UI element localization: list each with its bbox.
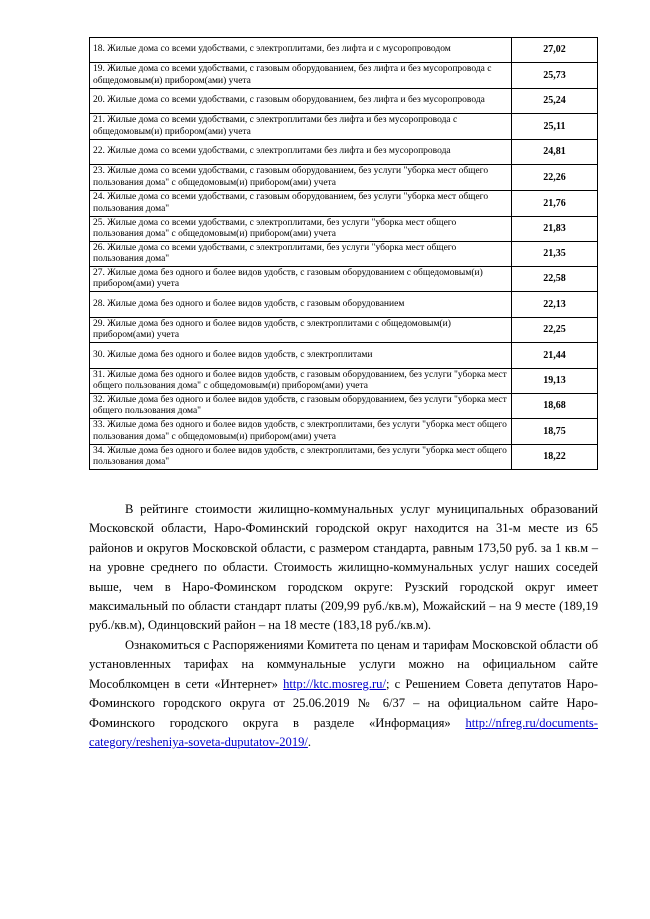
tariff-description: 25. Жилые дома со всеми удобствами, с электроплитами, без услуги "уборка мест общего пользования дома" с общедомовым(и) прибором(ами) учета [90,217,512,242]
tariff-description: 21. Жилые дома со всеми удобствами, с электроплитами без лифта и без мусоропровода с общедомовым(и) прибором(ами) учета [90,114,512,140]
tariff-table-body [90,38,598,470]
tariff-value: 22,58 [512,267,598,292]
info-paragraph-text-1: Ознакомиться с Распоряжениями Комитета по ценам и тарифам Московской области об установленных тарифах на коммунальные услуги можно на официальном сайте Мособлкомцен в сети «Интернет» [89,638,598,691]
tariff-value: 22,13 [512,292,598,318]
tariff-value: 21,44 [512,343,598,369]
table-row [90,217,598,242]
table-row [90,292,598,318]
info-paragraph-text-2: ; с Решением Совета депутатов Наро-Фоминского городского округа от 25.06.2019 № 6/37 – на официальном сайте Наро-Фоминского городского округа в разделе «Информация» [89,676,598,730]
tariff-value: 22,26 [512,165,598,191]
tariff-description: 29. Жилые дома без одного и более видов удобств, с электроплитами с общедомовым(и) прибором(ами) учета [90,318,512,343]
nfreg-documents-link[interactable]: http://nfreg.ru/documents-category/resheniya-soveta-duputatov-2019/ [89,715,598,750]
tariff-value: 18,22 [512,445,598,470]
tariff-description: 34. Жилые дома без одного и более видов удобств, с электроплитами, без услуги "уборка мест общего пользования дома" [90,445,512,470]
tariff-description: 24. Жилые дома со всеми удобствами, с газовым оборудованием, без услуги "уборка мест общего пользования дома" [90,191,512,217]
table-row [90,89,598,114]
table-row [90,191,598,217]
tariff-description: 27. Жилые дома без одного и более видов удобств, с газовым оборудованием с общедомовым(и) прибором(ами) учета [90,267,512,292]
tariff-value: 24,81 [512,140,598,165]
info-paragraph [89,636,598,752]
ktc-mosreg-link[interactable]: http://ktc.mosreg.ru/ [283,676,386,691]
tariff-table [89,37,598,470]
rating-paragraph [89,500,598,636]
table-row [90,394,598,419]
tariff-value: 22,25 [512,318,598,343]
table-row [90,267,598,292]
tariff-description: 30. Жилые дома без одного и более видов удобств, с электроплитами [90,343,512,369]
table-row [90,318,598,343]
table-row [90,343,598,369]
tariff-description: 32. Жилые дома без одного и более видов удобств, с газовым оборудованием, без услуги "уборка мест общего пользования дома" [90,394,512,419]
tariff-value: 21,83 [512,217,598,242]
tariff-description: 31. Жилые дома без одного и более видов удобств, с газовым оборудованием, без услуги "уборка мест общего пользования дома" с общедомовым(и) прибором(ами) учета [90,369,512,394]
tariff-value: 25,11 [512,114,598,140]
table-row [90,445,598,470]
table-row [90,140,598,165]
tariff-description: 22. Жилые дома со всеми удобствами, с электроплитами без лифта и без мусоропровода [90,140,512,165]
tariff-description: 26. Жилые дома со всеми удобствами, с электроплитами, без услуги "уборка мест общего пользования дома" [90,242,512,267]
table-row [90,165,598,191]
tariff-value: 18,68 [512,394,598,419]
rating-paragraph-text: В рейтинге стоимости жилищно-коммунальных услуг муниципальных образований Московской области, Наро-Фоминский городской округ находится на 31-м месте из 65 районов и округов Московской области, с размером стандарта, равным 173,50 руб. за 1 кв.м – на уровне среднего по области. Стоимость жилищно-коммунальных услуг наших соседей выше, чем в Наро-Фоминском городском округе: Рузский городской округ имеет максимальный по области стандарт платы (209,99 руб./кв.м), Можайский – на 9 месте (189,19 руб./кв.м), Одинцовский район – на 18 месте (183,18 руб./кв.м). [89,502,598,633]
tariff-description: 33. Жилые дома без одного и более видов удобств, с электроплитами, без услуги "уборка мест общего пользования дома" с общедомовым(и) прибором(ами) учета [90,419,512,445]
tariff-description: 19. Жилые дома со всеми удобствами, с газовым оборудованием, без лифта и без мусоропровода с общедомовым(и) прибором(ами) учета [90,63,512,89]
tariff-value: 25,24 [512,89,598,114]
tariff-description: 18. Жилые дома со всеми удобствами, с электроплитами, без лифта и с мусоропроводом [90,38,512,63]
tariff-value: 19,13 [512,369,598,394]
table-row [90,114,598,140]
tariff-value: 18,75 [512,419,598,445]
table-row [90,38,598,63]
info-paragraph-text-3: . [307,735,312,750]
table-row [90,419,598,445]
tariff-value: 21,76 [512,191,598,217]
table-row [90,242,598,267]
tariff-value: 21,35 [512,242,598,267]
tariff-description: 23. Жилые дома со всеми удобствами, с газовым оборудованием, без услуги "уборка мест общего пользования дома" с общедомовым(и) прибором(ами) учета [90,165,512,191]
tariff-value: 27,02 [512,38,598,63]
table-row [90,369,598,394]
tariff-description: 28. Жилые дома без одного и более видов удобств, с газовым оборудованием [90,292,512,318]
tariff-value: 25,73 [512,63,598,89]
table-row [90,63,598,89]
tariff-description: 20. Жилые дома со всеми удобствами, с газовым оборудованием, без лифта и без мусоропровода [90,89,512,114]
